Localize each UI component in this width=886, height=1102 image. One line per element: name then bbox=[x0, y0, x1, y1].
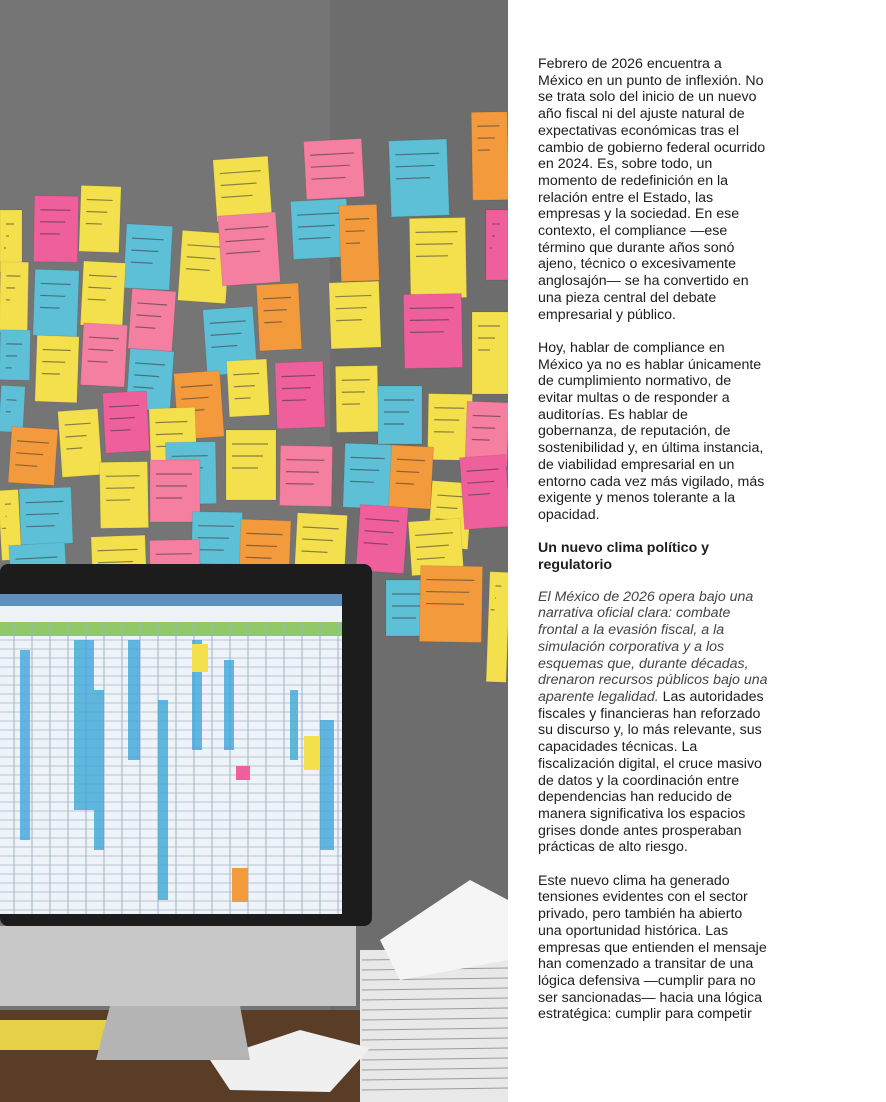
spreadsheet-header bbox=[0, 622, 342, 636]
note-scribble bbox=[86, 212, 107, 213]
sticky-note bbox=[33, 196, 78, 263]
note-scribble bbox=[42, 361, 65, 362]
sticky-note bbox=[0, 330, 30, 381]
sticky-note bbox=[403, 293, 462, 368]
sticky-note bbox=[0, 385, 25, 432]
sticky-note bbox=[79, 185, 121, 252]
note-scribble bbox=[345, 219, 369, 220]
monitor-chin bbox=[0, 926, 356, 1006]
sticky-note bbox=[128, 289, 176, 352]
highlight-cell-yellow bbox=[304, 736, 320, 770]
sticky-note bbox=[256, 283, 301, 351]
sticky-note bbox=[486, 210, 508, 280]
paragraph-climate-italic: El México de 2026 opera bajo una narrativa oficial clara: combate frontal a la evasión fiscal, a la simulación corporativa y a los esquemas que, durante décadas, drenaron recursos públicos bajo una aparente legalidad. bbox=[538, 588, 768, 705]
highlight-cells bbox=[94, 690, 104, 850]
sticky-note bbox=[35, 335, 79, 402]
sticky-note bbox=[102, 391, 149, 453]
monitor-stand bbox=[96, 1006, 250, 1060]
sticky-note bbox=[295, 513, 348, 572]
note-scribble bbox=[172, 456, 208, 457]
note-scribble bbox=[426, 604, 464, 605]
highlight-cells bbox=[290, 690, 298, 760]
paragraph-climate bbox=[538, 589, 768, 856]
spreadsheet-toolbar bbox=[0, 594, 342, 606]
highlight-cells bbox=[224, 660, 234, 750]
article-body bbox=[538, 56, 768, 1040]
note-scribble bbox=[426, 580, 474, 581]
note-scribble bbox=[40, 307, 60, 308]
highlight-cell-yellow bbox=[192, 644, 208, 672]
note-scribble bbox=[410, 320, 449, 321]
note-scribble bbox=[472, 427, 495, 428]
note-scribble bbox=[86, 224, 102, 225]
note-scribble bbox=[410, 332, 444, 333]
highlight-cells bbox=[158, 700, 168, 900]
paragraph-compliance: Hoy, hablar de compliance en México ya no es hablar únicamente de cumplimiento normativo, de evitar multas o de responder a auditorías. Es hablar de gobernanza, de reputación, de sostenibilidad y, en última instancia, de viabilidad empresarial en un entorno cada vez más vigilado, más exigente y menos tolerante a la opacidad. bbox=[538, 339, 765, 523]
note-scribble bbox=[106, 476, 140, 477]
sticky-note bbox=[123, 224, 172, 290]
sticky-note bbox=[33, 269, 79, 336]
paragraph-intro: Febrero de 2026 encuentra a México en un punto de inflexión. No se trata solo del inicio de un nuevo año fiscal ni del ajuste natural de expectativas económicas tras el cambio de gobierno federal ocurrido en 2024. Es, sobre todo, un momento de redefinición en la relación entre el Estado, las empresas y la sociedad. En ese contexto, el compliance —ese término que durante años sonó ajeno, técnico o excesivamente anglosajón— se ha convertido en una pieza central del debate empresarial y público. bbox=[538, 56, 766, 323]
note-scribble bbox=[6, 400, 16, 401]
note-scribble bbox=[156, 554, 192, 555]
sticky-note bbox=[8, 426, 58, 485]
sticky-note bbox=[343, 443, 393, 509]
sticky-note bbox=[279, 446, 332, 507]
note-scribble bbox=[286, 460, 324, 461]
note-scribble bbox=[472, 439, 490, 440]
sticky-note bbox=[227, 359, 270, 417]
note-scribble bbox=[198, 538, 229, 539]
highlight-cell-orange bbox=[232, 868, 248, 902]
sticky-note bbox=[213, 156, 272, 222]
highlight-cell-pink bbox=[236, 766, 250, 780]
sticky-note bbox=[0, 262, 29, 332]
note-scribble bbox=[416, 232, 458, 233]
note-scribble bbox=[346, 231, 365, 232]
sticky-note bbox=[471, 112, 508, 201]
note-scribble bbox=[286, 472, 319, 473]
paragraph-opportunity: Este nuevo clima ha generado tensiones evidentes con el sector privado, pero también ha abierto una oportunidad histórica. Las empresas que entienden el mensaje han comenzado a transitar de una lógica defensiva —cumplir para no ser sancionadas— hacia una lógica estratégica: cumplir para competir bbox=[538, 872, 767, 1023]
sticky-note bbox=[356, 504, 408, 573]
sticky-note bbox=[80, 323, 127, 387]
sticky-note bbox=[275, 361, 325, 429]
section-heading: Un nuevo clima político y regulatorio bbox=[538, 540, 710, 574]
note-scribble bbox=[106, 488, 135, 489]
sticky-note bbox=[218, 212, 281, 286]
sticky-note bbox=[472, 312, 508, 394]
note-scribble bbox=[235, 398, 251, 399]
sticky-note bbox=[99, 462, 148, 529]
paragraph-climate-rest: Las autoridades fiscales y financieras han reforzado su discurso y, lo más relevante, sus capacidades técnicas. La fiscalización digital, el cruce masivo de datos y la coordinación entre dependencias han reducido de manera significativa los espacios grises donde antes prosperaban prácticas de alto riesgo. bbox=[538, 688, 764, 856]
sticky-note bbox=[460, 454, 508, 529]
note-scribble bbox=[40, 210, 70, 211]
highlight-cells bbox=[20, 650, 30, 840]
note-scribble bbox=[416, 244, 453, 245]
sticky-note bbox=[388, 445, 433, 509]
sticky-note bbox=[226, 430, 276, 500]
highlight-cells bbox=[320, 720, 334, 850]
highlight-cells bbox=[74, 640, 94, 810]
sticky-note bbox=[304, 139, 365, 200]
note-scribble bbox=[198, 526, 234, 527]
highlight-cells bbox=[128, 640, 140, 760]
sticky-note bbox=[19, 487, 73, 545]
note-scribble bbox=[42, 373, 60, 374]
note-scribble bbox=[410, 308, 454, 309]
sticky-note bbox=[486, 572, 508, 683]
note-scribble bbox=[434, 408, 464, 409]
sticky-note bbox=[378, 386, 422, 444]
sticky-note bbox=[80, 261, 125, 327]
note-scribble bbox=[426, 592, 469, 593]
note-scribble bbox=[416, 256, 448, 257]
sticky-note bbox=[329, 281, 381, 349]
note-scribble bbox=[350, 481, 374, 482]
sticky-note bbox=[58, 409, 103, 478]
note-scribble bbox=[282, 400, 306, 401]
sticky-note bbox=[335, 366, 378, 433]
sticky-note bbox=[409, 218, 466, 299]
